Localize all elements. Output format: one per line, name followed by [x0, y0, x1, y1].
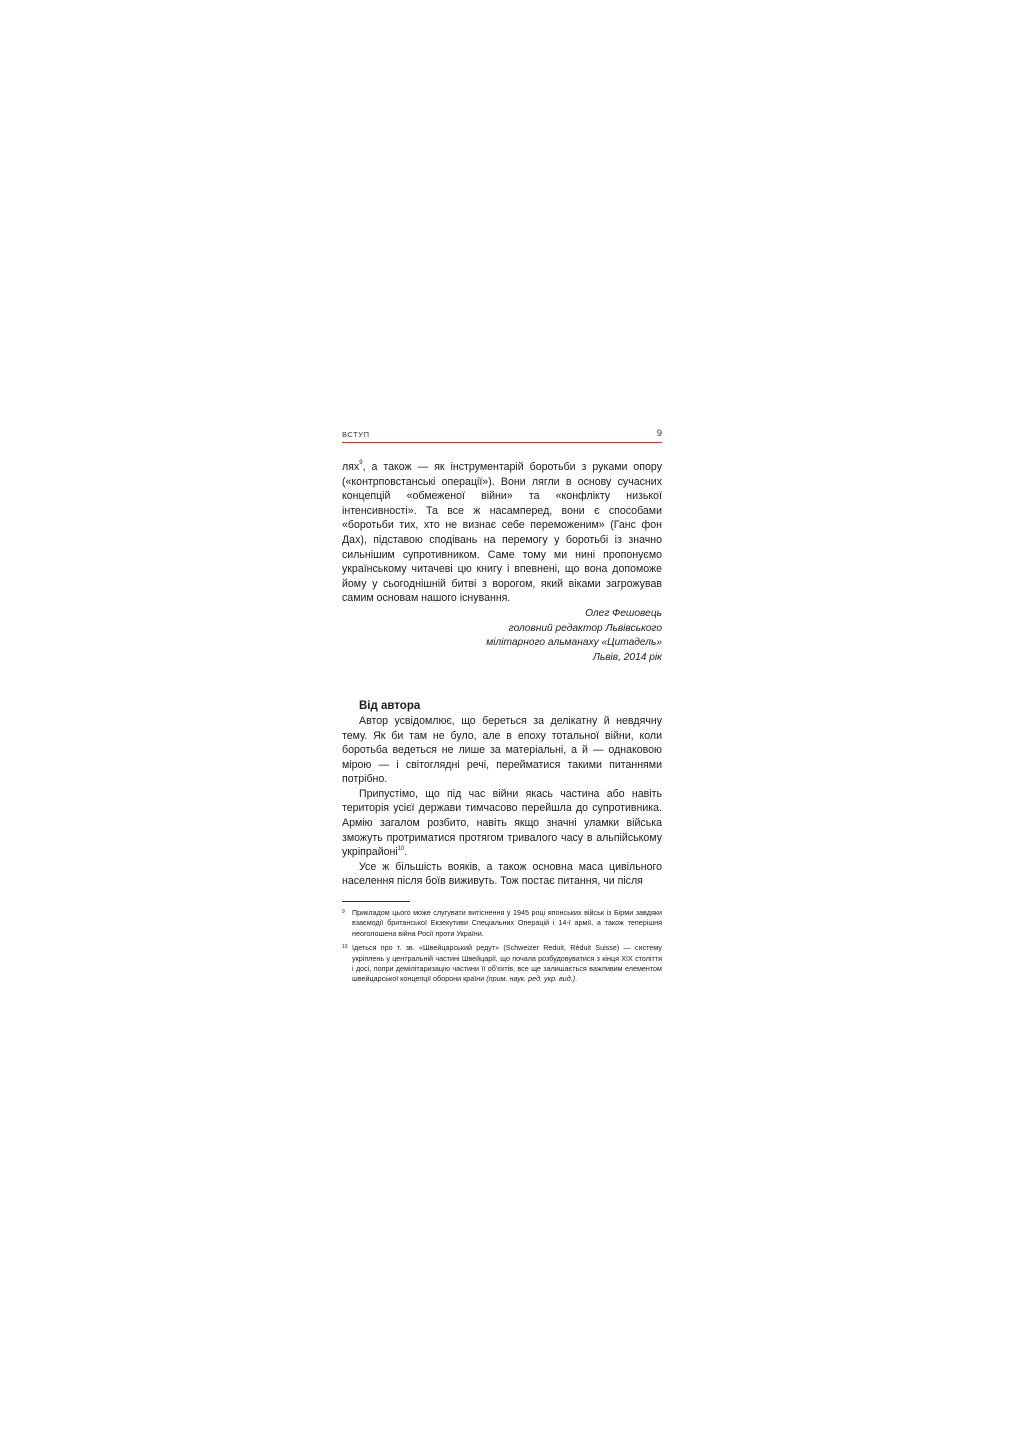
signature-block [342, 607, 662, 665]
book-page [342, 428, 662, 989]
footnote-ref-10[interactable]: 10 [397, 845, 405, 852]
signature-name: Олег Фешовець [585, 607, 662, 619]
author-paragraph-2 [342, 787, 662, 860]
footnote-rule [342, 901, 410, 902]
footnote-text: Ідеться про т. зв. «Швейцарський редут» (Schweizer Reduit, Réduit Suisse) — систему укріплень у центральній частині Швейцарії, що почала розбудовуватися з кінця XIX століття і досі, попри демілітаризацію частини її об’єктів, все ще залишається важливим елементом швейцарської концепції оборони країни [352, 943, 662, 984]
running-head [342, 428, 662, 441]
author-paragraph-2-end: . [404, 846, 408, 859]
footnote-editor-note: (прим. наук. ред. укр. вид.) [486, 974, 576, 984]
section-heading: Від автора [359, 700, 421, 713]
intro-text-rest: , а також — як інструментарій боротьби з руками опору («контрповстанські операції»). Вони лягли в основу сучасних концепцій «обмеженої війни» та «конфлікту низької інтенсивності». Та все ж насамперед, вони є способами «боротьби тих, хто не визнає себе переможеним» (Ганс фон Дах), підставою сподівань на перемогу у боротьбі із значно сильнішим супротивником. Саме тому ми нині пропонуємо українському читачеві цю книгу і впевнені, що вона допоможе йому у сьогоднішній битві з ворогом, який віками загрожував самим основам нашого існування. [342, 461, 662, 605]
author-paragraph-2-text: Припустімо, що під час війни якась частина або навіть територія усієї держави тимчасово перейшла до супротивника. Армію загалом розбито, навіть якщо значні уламки війська зможуть протриматися протягом тривалого часу в альпійському укріпрайоні [342, 787, 662, 859]
author-text [342, 714, 662, 889]
footnote-ref-9[interactable]: 9 [359, 460, 363, 467]
footnote-text: Прикладом цього може слугувати витіснення у 1945 році японських військ із Бірми завдяки взаємодії британської Екзекутиви Спеціальних Операцій і 14-ї армії, а також теперішня неоголошена війна Росії проти України. [352, 908, 662, 938]
footnote-mark: 10 [342, 944, 348, 951]
page-number: 9 [656, 428, 662, 439]
footnote-10 [342, 943, 662, 985]
footnote-9 [342, 908, 662, 939]
signature-role-line1: головний редактор Львівського [508, 622, 662, 634]
author-paragraph-1: Автор усвідомлює, що береться за делікатну й невдячну тему. Як би там не було, але в епоху тотальної війни, коли боротьба ведеться не лише за матеріальні, а й — однаковою мірою — і світоглядні речі, перейматися такими питаннями потрібно. [342, 714, 662, 786]
header-rule [342, 442, 662, 443]
signature-place-date: Львів, 2014 рік [592, 651, 662, 663]
signature-role-line2: мілітарного альманаху «Цитадель» [486, 637, 662, 649]
footnote-mark: 9 [342, 909, 345, 916]
intro-paragraph [342, 460, 662, 606]
intro-text-start: ляx [342, 461, 360, 473]
section-title: ВСТУП [342, 430, 370, 439]
author-paragraph-3: Усе ж більшість вояків, а також основна маса цивільного населення після боїв виживуть. Тож постає питання, чи після [342, 860, 662, 888]
footnote-text-end: . [575, 974, 578, 984]
